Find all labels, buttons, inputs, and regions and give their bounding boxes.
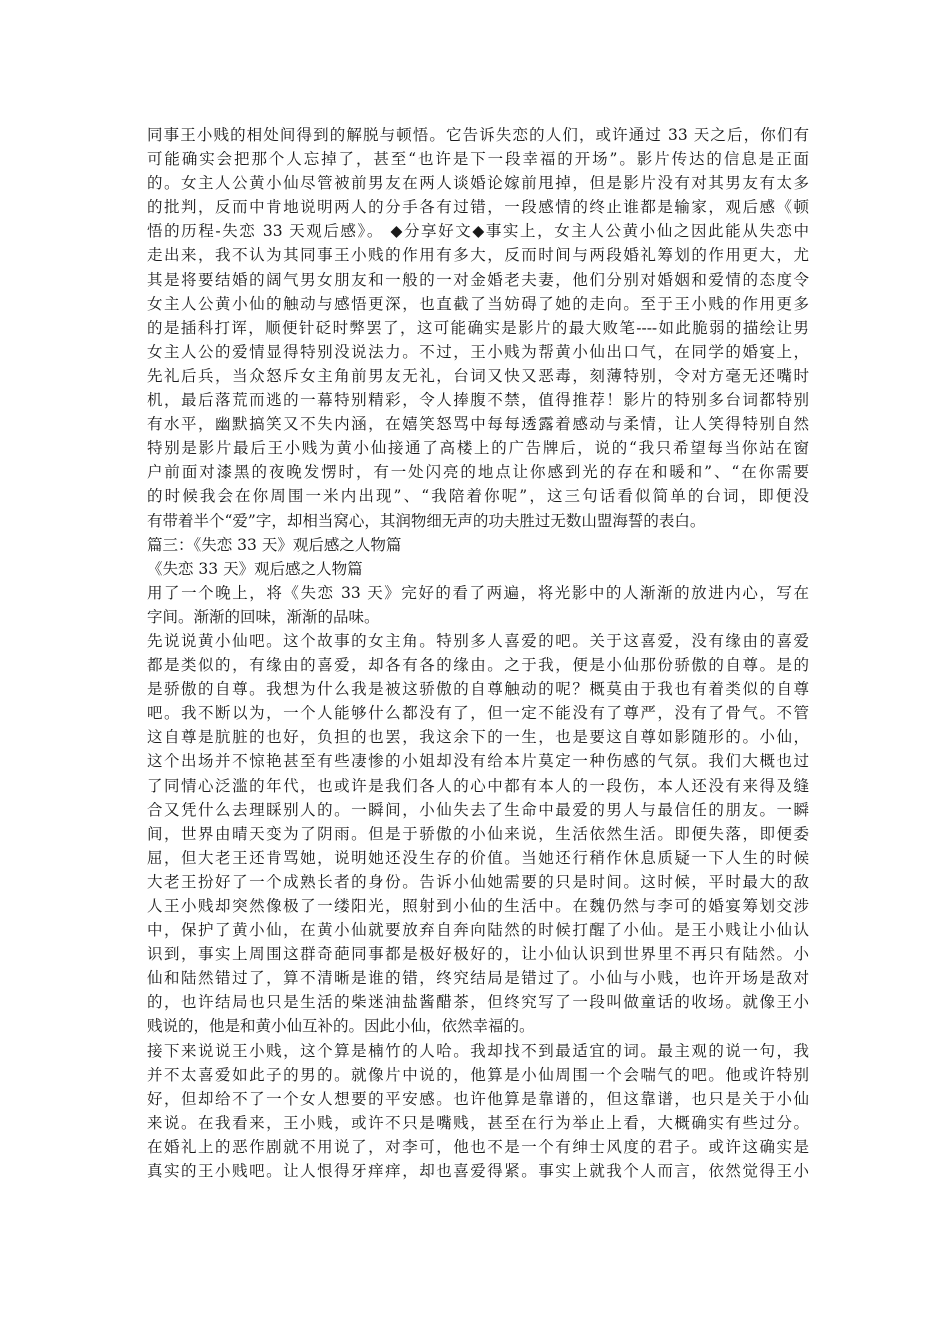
- document-page: [147, 123, 809, 1183]
- text-line: 来说。在我看来，王小贱，或许不只是嘴贱，甚至在行为举止上看，大概确实有些过分。: [147, 1113, 809, 1132]
- text-line: 仙和陆然错过了，算不清晰是谁的错，终究结局是错过了。小仙与小贱，也许开场是敌对: [147, 969, 809, 988]
- text-line: 吧。我不断以为，一个人能够什么都没有了，但一定不能没有了尊严，没有了骨气。不管: [147, 704, 809, 723]
- text-line: 接下来说说王小贱，这个算是楠竹的人哈。我却找不到最适宜的词。最主观的说一句，我: [147, 1041, 809, 1060]
- text-line: 的。女主人公黄小仙尽管被前男友在两人谈婚论嫁前甩掉，但是影片没有对其男友有太多: [147, 174, 809, 193]
- text-line: 了同情心泛滥的年代，也或许是我们各人的心中都有本人的一段伤，本人还没有来得及缝: [147, 776, 809, 795]
- text-line: 机，最后落荒而逃的一幕特别精彩，令人捧腹不禁，值得推荐！影片的特别多台词都特别: [147, 391, 809, 410]
- text-line: 合又凭什么去理睬别人的。一瞬间，小仙失去了生命中最爱的男人与最信任的朋友。一瞬: [147, 800, 809, 819]
- text-line: 真实的王小贱吧。让人恨得牙痒痒，却也喜爱得紧。事实上就我个人而言，依然觉得王小: [147, 1162, 809, 1181]
- text-line: 用了一个晚上，将《失恋 33 天》完好的看了两遍，将光影中的人渐渐的放进内心，写在: [147, 583, 809, 602]
- text-line: 有带着半个“爱”字，却相当窝心，其润物细无声的功夫胜过无数山盟海誓的表白。: [147, 511, 706, 530]
- text-line: 先礼后兵，当众怒斥女主角前男友无礼，台词又快又恶毒，刻薄特别，令对方毫无还嘴时: [147, 366, 809, 385]
- text-line: 户前面对漆黑的夜晚发愣时，有一处闪亮的地点让你感到光的存在和暖和”、“在你需要: [147, 463, 809, 482]
- text-line: 悟的历程-失恋 33 天观后感》。 ◆分享好文◆事实上，女主人公黄小仙之因此能从失恋中: [147, 222, 809, 241]
- text-line: 同事王小贱的相处间得到的解脱与顿悟。它告诉失恋的人们，或许通过 33 天之后，你们有: [147, 126, 809, 144]
- text-line: 字间。渐渐的回味，渐渐的品味。: [147, 607, 380, 626]
- text-line: 《失恋 33 天》观后感之人物篇: [147, 559, 363, 578]
- text-line: 女主人公黄小仙的触动与感悟更深，也直截了当妨碍了她的走向。至于王小贱的作用更多: [147, 294, 809, 313]
- text-line: 好，但却给不了一个女人想要的平安感。也许他算是靠谱的，但这靠谱，也只是关于小仙: [147, 1089, 809, 1108]
- text-line: 识到，事实上周围这群奇葩同事都是极好极好的，让小仙认识到世界里不再只有陆然。小: [147, 945, 809, 964]
- text-line: 有水平，幽默搞笑又不失内涵，在嬉笑怒骂中每每透露着感动与柔情，让人笑得特别自然: [147, 415, 809, 434]
- text-line: 的，也许结局也只是生活的柴迷油盐酱醋茶，但终究写了一段叫做童话的收场。就像王小: [147, 993, 809, 1012]
- text-line: 先说说黄小仙吧。这个故事的女主角。特别多人喜爱的吧。关于这喜爱，没有缘由的喜爱: [147, 631, 809, 650]
- text-line: 篇三：《失恋 33 天》观后感之人物篇: [147, 535, 402, 554]
- text-line: 都是类似的，有缘由的喜爱，却各有各的缘由。之于我，便是小仙那份骄傲的自尊。是的: [147, 656, 809, 675]
- text-line: 大老王扮好了一个成熟长者的身份。告诉小仙她需要的只是时间。这时候，平时最大的敌: [147, 872, 809, 891]
- text-line: 这个出场并不惊艳甚至有些凄惨的小姐却没有给本片莫定一种伤感的气氛。我们大概也过: [147, 752, 809, 771]
- text-line: 是骄傲的自尊。我想为什么我是被这骄傲的自尊触动的呢？概莫由于我也有着类似的自尊: [147, 680, 809, 699]
- text-line: 贱说的，他是和黄小仙互补的。因此小仙，依然幸福的。: [147, 1017, 535, 1036]
- text-line: 走出来，我不认为其同事王小贱的作用有多大，反而时间与两段婚礼筹划的作用更大，尤: [147, 246, 809, 265]
- text-line: 其是将要结婚的阔气男女朋友和一般的一对金婚老夫妻，他们分别对婚姻和爱情的态度令: [147, 270, 809, 289]
- text-line: 在婚礼上的恶作剧就不用说了，对李可，他也不是一个有绅士风度的君子。或许这确实是: [147, 1137, 809, 1156]
- text-line: 这自尊是肮脏的也好，负担的也罢，我这余下的一生，也是要这自尊如影随形的。小仙，: [147, 728, 809, 747]
- text-line: 特别是影片最后王小贱为黄小仙接通了高楼上的广告牌后，说的“我只希望每当你站在窗: [147, 439, 809, 458]
- text-line: 的时候我会在你周围一米内出现”、“我陪着你呢”，这三句话看似简单的台词，即便没: [147, 487, 809, 506]
- text-line: 的是插科打诨，顺便针砭时弊罢了，这可能确实是影片的最大败笔----如此脆弱的描绘让男: [147, 318, 809, 337]
- text-line: 中，保护了黄小仙，在黄小仙就要放弃自奔向陆然的时候打醒了小仙。是王小贱让小仙认: [147, 921, 809, 940]
- text-line: 的批判，反而中肯地说明两人的分手各有过错，一段感情的终止谁都是输家，观后感《顿: [147, 198, 809, 217]
- text-line: 并不太喜爱如此子的男的。就像片中说的，他算是小仙周围一个会喘气的吧。他或许特别: [147, 1065, 809, 1084]
- text-line: 屈，但大老王还肯骂她，说明她还没生存的价值。当她还行稍作休息质疑一下人生的时候: [147, 848, 809, 867]
- text-line: 间，世界由晴天变为了阴雨。但是于骄傲的小仙来说，生活依然生活。即便失落，即便委: [147, 824, 809, 843]
- text-line: 可能确实会把那个人忘掉了，甚至“也许是下一段幸福的开场”。影片传达的信息是正面: [147, 150, 809, 169]
- text-line: 女主人公的爱情显得特别没说法力。不过，王小贱为帮黄小仙出口气，在同学的婚宴上，: [147, 342, 809, 361]
- text-line: 人王小贱却突然像极了一缕阳光，照射到小仙的生活中。在魏仍然与李可的婚宴筹划交涉: [147, 897, 809, 915]
